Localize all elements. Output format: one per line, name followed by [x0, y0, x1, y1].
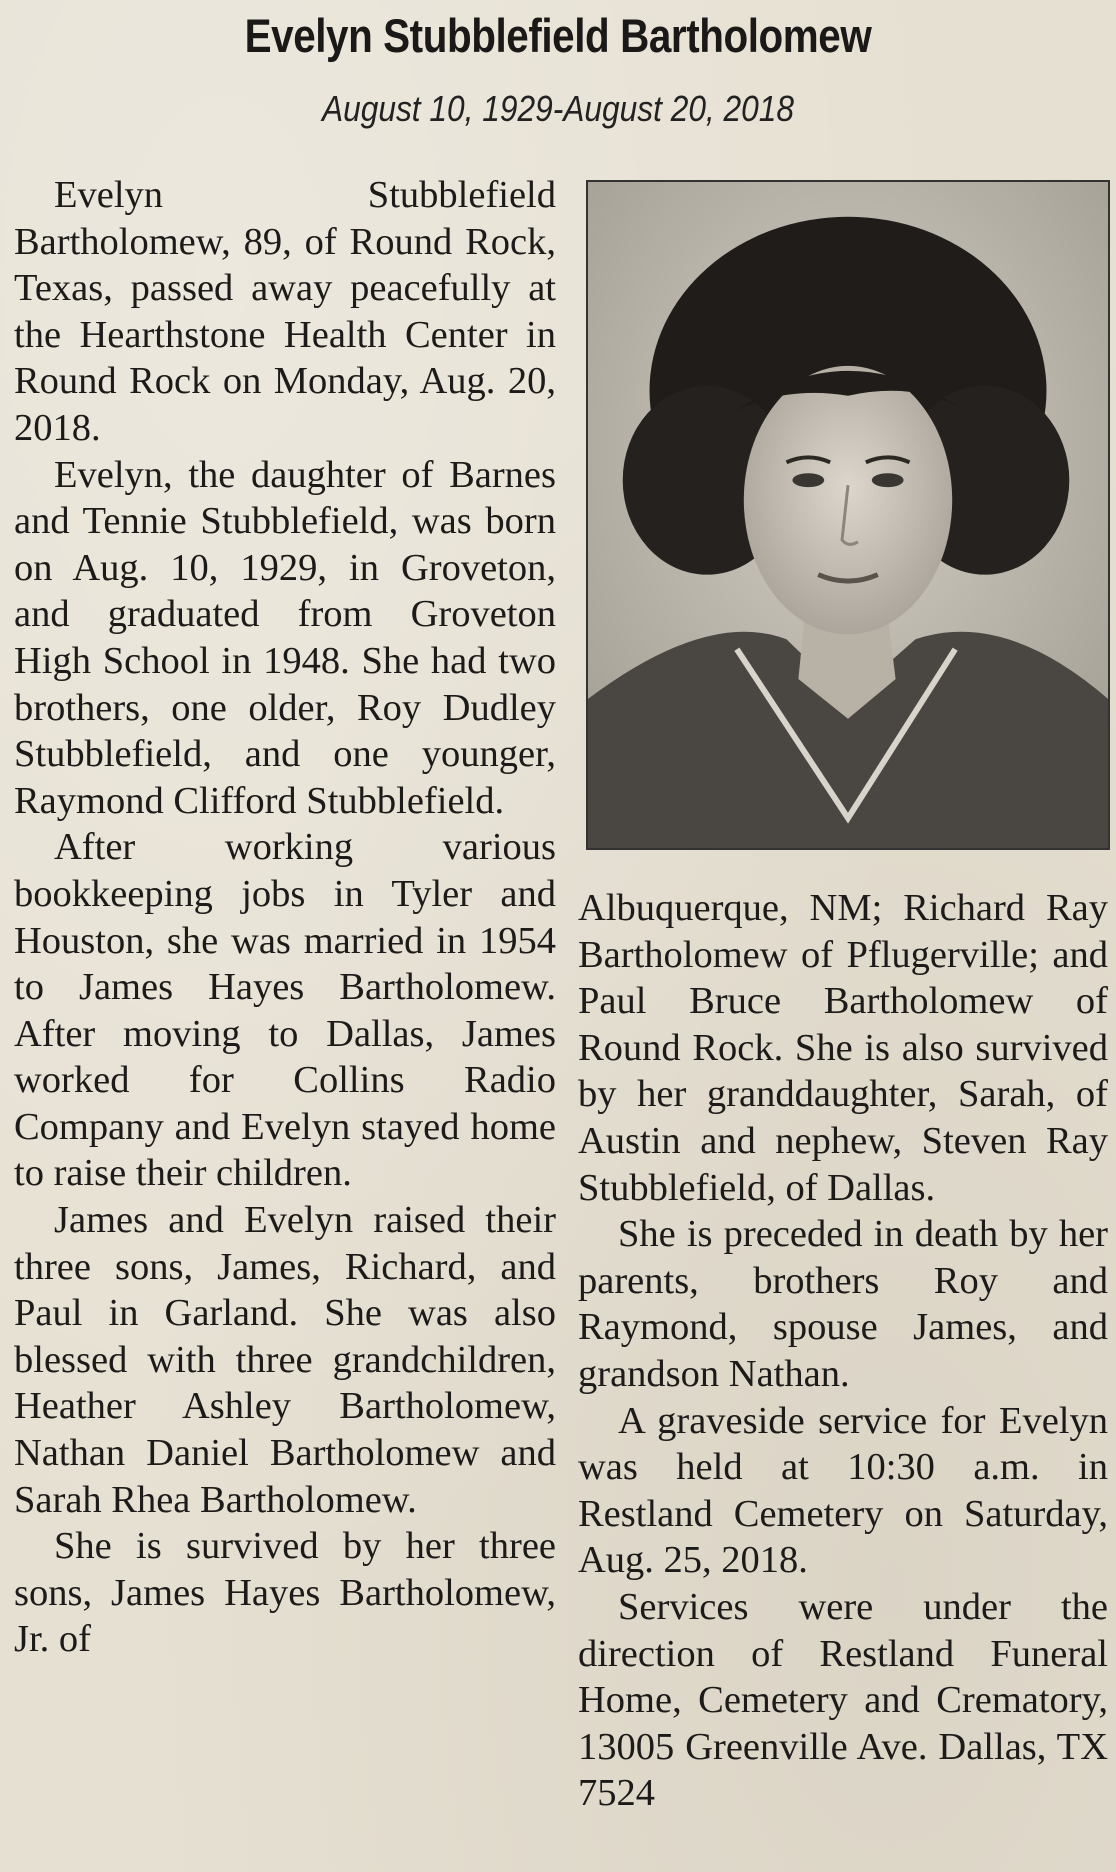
- paragraph: A graveside service for Evelyn was held at 10:30 a.m. in Restland Cemetery on Saturday, Aug. 25, 2018.: [578, 1399, 1108, 1582]
- left-column: [14, 172, 556, 1663]
- paragraph: She is survived by her three sons, James Hayes Bartholomew, Jr. of: [14, 1525, 556, 1661]
- portrait-photo: [586, 180, 1110, 850]
- paragraph: She is preceded in death by her parents, brothers Roy and Raymond, spouse James, and grandson Nathan.: [578, 1213, 1108, 1395]
- life-dates: August 10, 1929-August 20, 2018: [321, 88, 795, 129]
- paragraph: After working various bookkeeping jobs in Tyler and Houston, she was married in 1954 to James Hayes Bartholomew. After moving to Dallas, James worked for Collins Radio Company and Evelyn stayed home to raise their children.: [14, 826, 556, 1195]
- paragraph: Evelyn Stubblefield Bartholomew, 89, of Round Rock, Texas, passed away peacefully at the Hearthstone Health Center in Round Rock on Monday, Aug. 20, 2018.: [14, 174, 556, 449]
- paragraph: Services were under the direction of Restland Funeral Home, Cemetery and Crematory, 13005 Greenville Ave. Dallas, TX 7524: [578, 1585, 1108, 1815]
- portrait-image: [588, 182, 1108, 848]
- paragraph-continuation: Albuquerque, NM; Richard Ray Bartholomew of Pflugerville; and Paul Bruce Bartholomew of Round Rock. She is also survived by her granddaughter, Sarah, of Austin and nephew, Steven Ray Stubblefield, of Dallas.: [578, 887, 1108, 1209]
- obituary-title: Evelyn Stubblefield Bartholomew: [244, 9, 872, 62]
- paragraph: James and Evelyn raised their three sons, James, Richard, and Paul in Garland. She was also blessed with three grandchildren, Heather Ashley Bartholomew, Nathan Daniel Bartholomew and Sarah Rhea Bartholomew.: [14, 1199, 556, 1521]
- right-column: [578, 885, 1108, 1817]
- paragraph: Evelyn, the daughter of Barnes and Tennie Stubblefield, was born on Aug. 10, 1929, in Groveton, and graduated from Groveton High School in 1948. She had two brothers, one older, Roy Dudley Stubblefield, and one younger, Raymond Clifford Stubblefield.: [14, 453, 556, 822]
